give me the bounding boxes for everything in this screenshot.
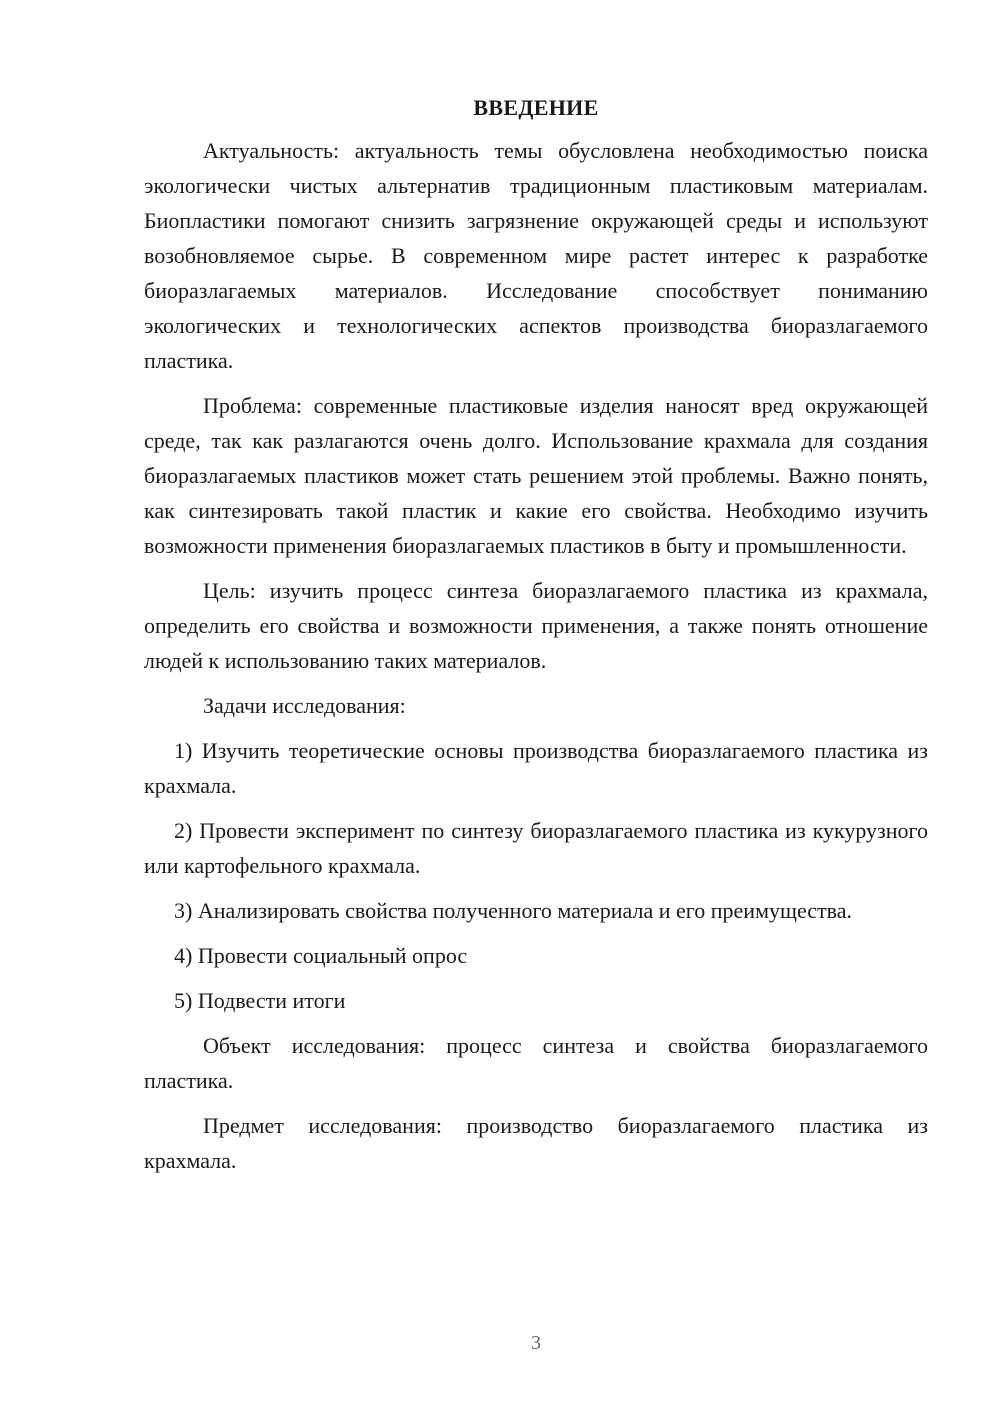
subject-paragraph: Предмет исследования: производство биоразлагаемого пластика из крахмала. [144,1113,928,1173]
relevance-paragraph: Актуальность: актуальность темы обусловлена необходимостью поиска экологически чистых альтернатив традиционным пластиковым материалам. Биопластики помогают снизить загрязнение окружающей среды и используют возобновляемое сырье. В современном мире растет интерес к разработке биоразлагаемых материалов. Исследование способствует пониманию экологических и технологических аспектов производства биоразлагаемого пластика. [144,138,928,373]
task-item-4: 4) Провести социальный опрос [174,943,468,968]
task-item-3: 3) Анализировать свойства полученного материала и его преимущества. [174,898,852,923]
task-item-2: 2) Провести эксперимент по синтезу биоразлагаемого пластика из кукурузного или картофельного крахмала. [144,818,928,878]
task-item-1: 1) Изучить теоретические основы производства биоразлагаемого пластика из крахмала. [144,738,928,798]
object-paragraph: Объект исследования: процесс синтеза и свойства биоразлагаемого пластика. [144,1033,928,1093]
task-item-5: 5) Подвести итоги [174,988,346,1013]
goal-paragraph: Цель: изучить процесс синтеза биоразлагаемого пластика из крахмала, определить его свойства и возможности применения, а также понять отношение людей к использованию таких материалов. [144,578,928,673]
problem-paragraph: Проблема: современные пластиковые изделия наносят вред окружающей среде, так как разлагаются очень долго. Использование крахмала для создания биоразлагаемых пластиков может стать решением этой проблемы. Важно понять, как синтезировать такой пластик и какие его свойства. Необходимо изучить возможности применения биоразлагаемых пластиков в быту и промышленности. [144,393,928,558]
page-number: 3 [531,1332,541,1354]
page-title: ВВЕДЕНИЕ [473,95,599,120]
document-page [144,90,928,1188]
tasks-heading: Задачи исследования: [203,693,406,718]
tasks-list [144,733,928,1018]
